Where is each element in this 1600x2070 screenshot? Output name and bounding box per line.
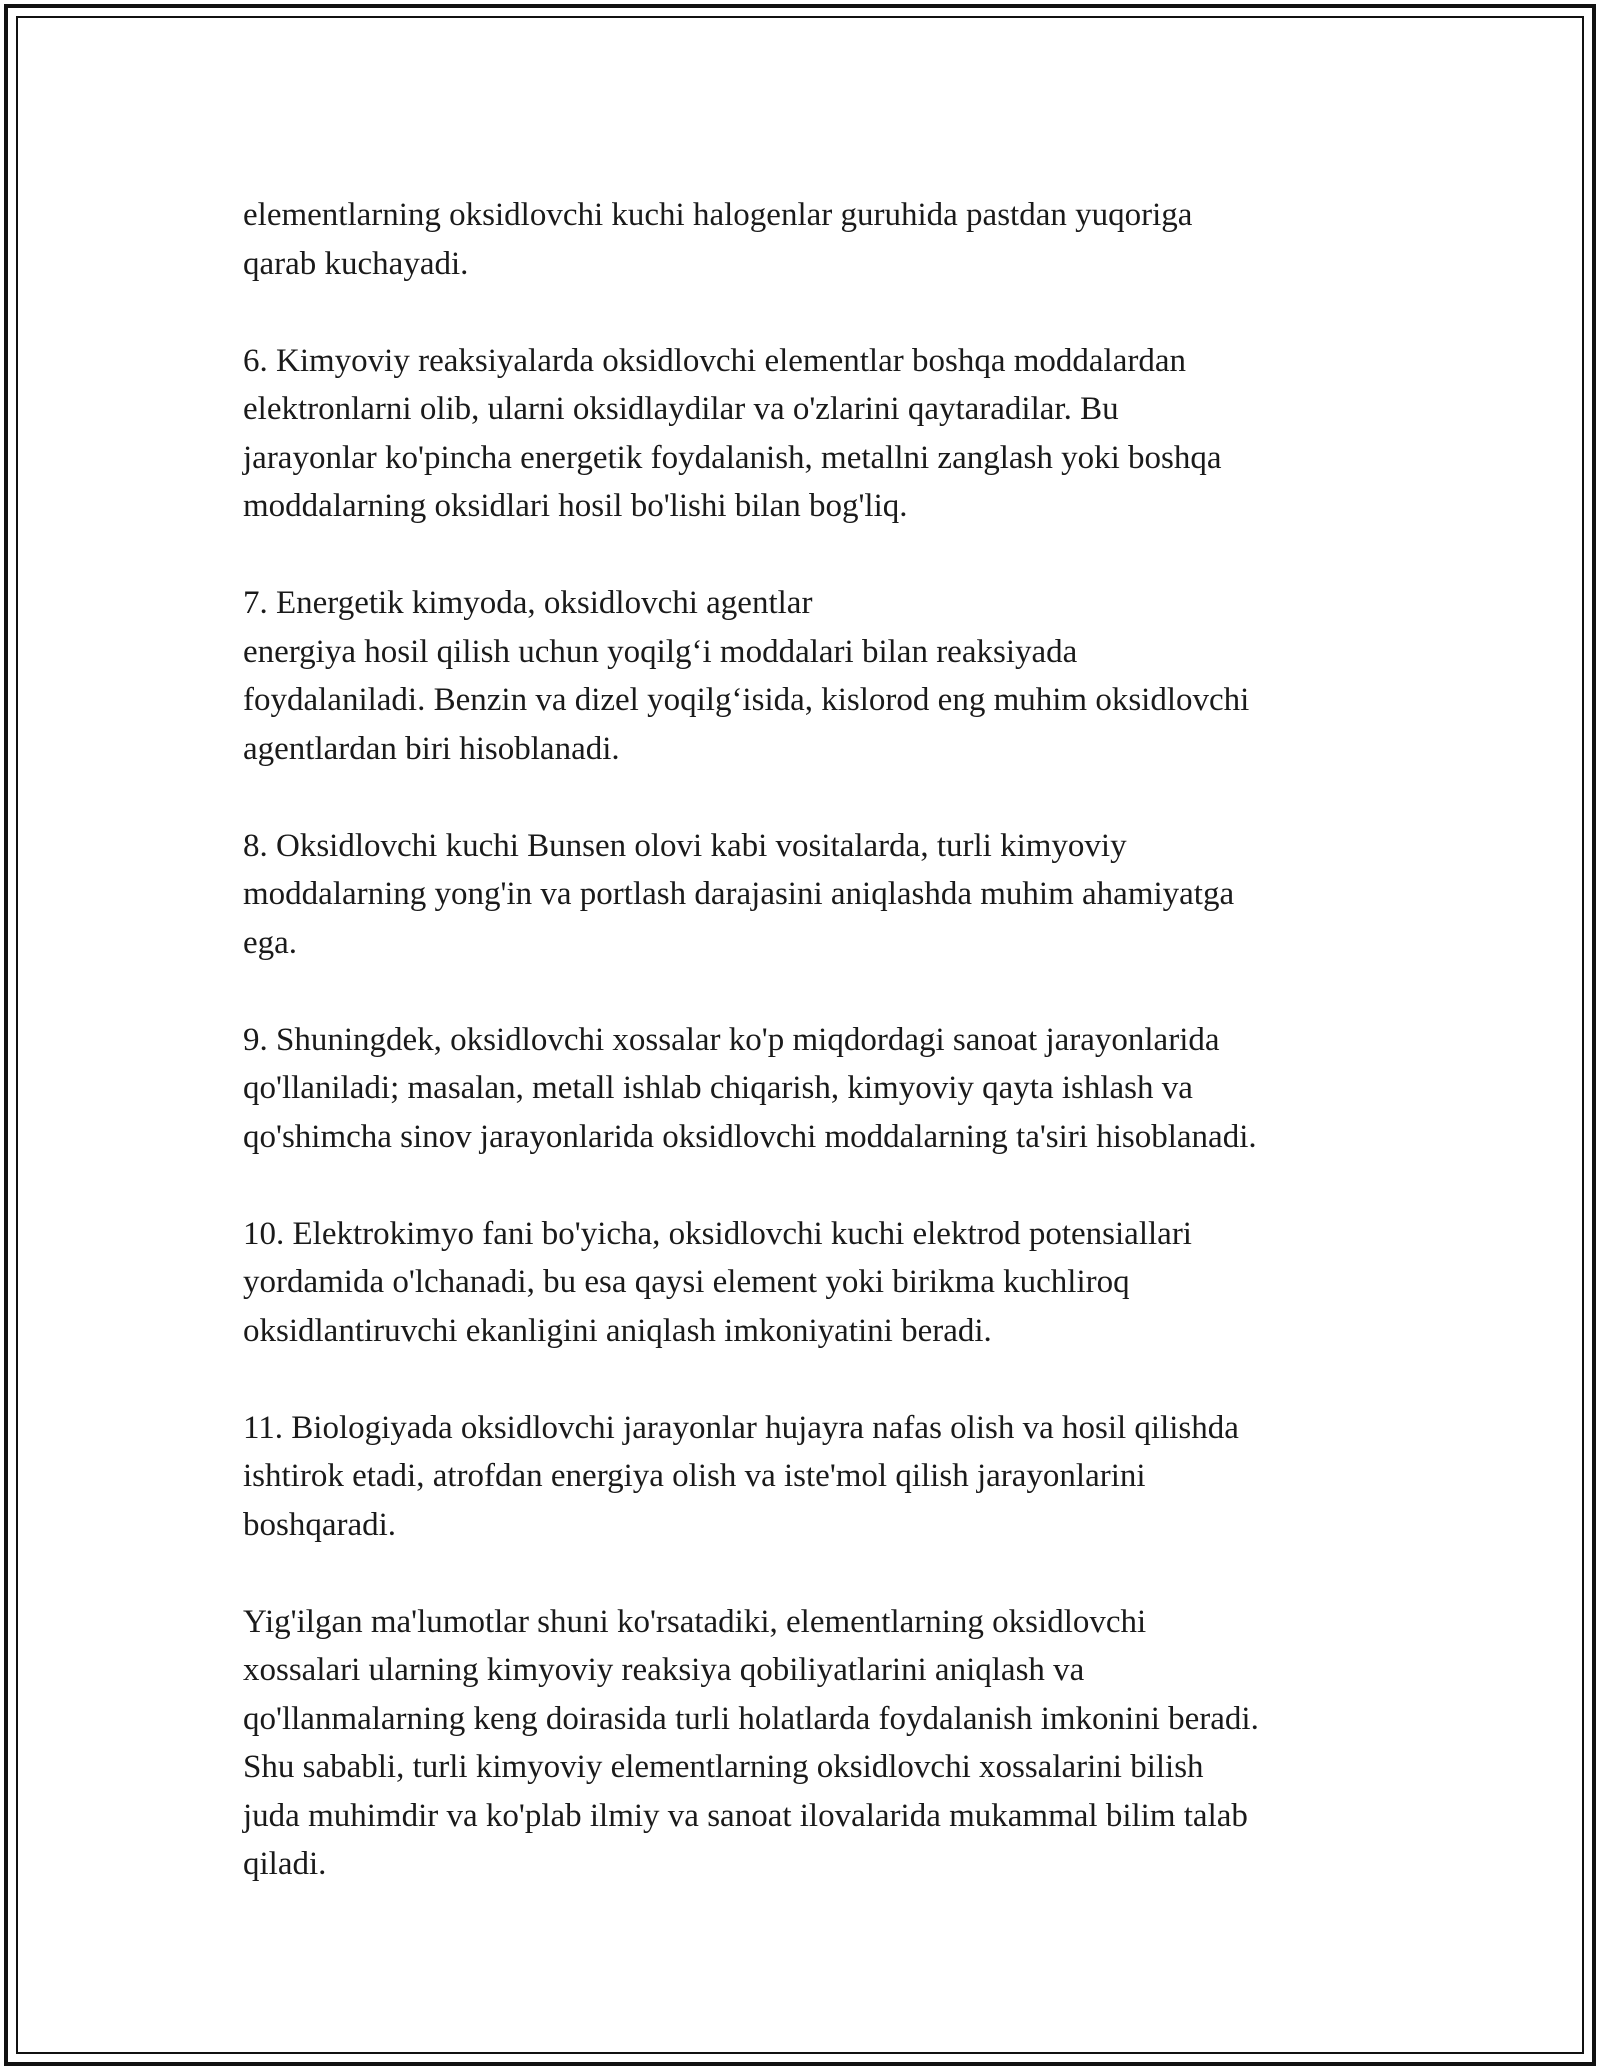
paragraph-item-7: 7. Energetik kimyoda, oksidlovchi agentlar energiya hosil qilish uchun yoqilg‘i moddalari bilan reaksiyada foydalaniladi. Benzin va dizel yoqilg‘isida, kislorod eng muhim oksidlovchi agentlardan biri hisoblanadi. — [243, 585, 1250, 767]
paragraph-item-8: 8. Oksidlovchi kuchi Bunsen olovi kabi vositalarda, turli kimyoviy moddalarning yong'in va portlash darajasini aniqlashda muhim ahamiyatga ega. — [243, 827, 1235, 961]
paragraph-item-10: 10. Elektrokimyo fani bo'yicha, oksidlovchi kuchi elektrod potensiallari yordamida o'lchanadi, bu esa qaysi element yoki birikma kuchliroq oksidlantiruvchi ekanligini aniqlash imkoniyatini beradi. — [243, 1215, 1192, 1349]
paragraph-continuation: elementlarning oksidlovchi kuchi halogenlar guruhida pastdan yuqoriga qarab kuchayadi. — [243, 197, 1193, 282]
page-frame — [4, 4, 1596, 2066]
paragraph-conclusion: Yig'ilgan ma'lumotlar shuni ko'rsatadiki, elementlarning oksidlovchi xossalari ularning kimyoviy reaksiya qobiliyatlarini aniqlash va qo'llanmalarning keng doirasida turli holatlarda foydalanish imkonini beradi. Shu sababli, turli kimyoviy elementlarning oksidlovchi xossalarini bilish juda muhimdir va ko'plab ilmiy va sanoat ilovalarida mukammal bilim talab qiladi. — [243, 1603, 1259, 1882]
paragraph-item-11: 11. Biologiyada oksidlovchi jarayonlar hujayra nafas olish va hosil qilishda ishtirok etadi, atrofdan energiya olish va iste'mol qilish jarayonlarini boshqaradi. — [243, 1409, 1239, 1543]
paragraph-item-9: 9. Shuningdek, oksidlovchi xossalar ko'p miqdordagi sanoat jarayonlarida qo'llaniladi; masalan, metall ishlab chiqarish, kimyoviy qayta ishlash va qo'shimcha sinov jarayonlarida oksidlovchi moddalarning ta'siri hisoblanadi. — [243, 1021, 1257, 1155]
document-body — [243, 191, 1378, 1889]
paragraph-item-6: 6. Kimyoviy reaksiyalarda oksidlovchi elementlar boshqa moddalardan elektronlarni olib, ularni oksidlaydilar va o'zlarini qaytaradilar. Bu jarayonlar ko'pincha energetik foydalanish, metallni zanglash yoki boshqa moddalarning oksidlari hosil bo'lishi bilan bog'liq. — [243, 342, 1222, 524]
